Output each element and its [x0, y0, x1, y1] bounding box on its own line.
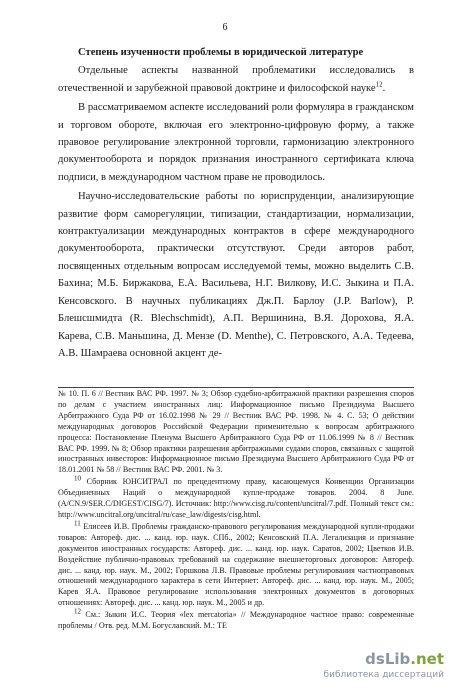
paragraph-1-tail: . [382, 82, 386, 94]
watermark-logo [365, 650, 444, 668]
footnote-12-text: См.: Зыкин И.С. Теория «lex mercatoria» // Международное частное право: современные проблемы / Отв. ред. М.М. Богуславский. М.: ТЕ [58, 610, 414, 631]
footnote-continuation: № 10. П. 6 // Вестник ВАС РФ. 1997. № 3; Обзор судебно-арбитражной практики разрешения споров по делам с участием иностранных лиц: Информационное письмо Президиума Высшего Арбитражного Суда РФ от 16.02.1998 № 29 // Вестник ВАС РФ. 1998. № 4. С. 53; О действии международных договоров Российской Федерации применительно к вопросам арбитражного процесса: Постановление Пленума Высшего Арбитражного Суда РФ от 11.06.1999 № 8 // Вестник ВАС РФ. 1999. № 8; Обзор практики разрешения арбитражными судами споров, связанных с защитой иностранных инвесторов: Информационное письмо Президиума Высшего Арбитражного Суда РФ от 18.01.2001 № 58 // Вестник ВАС РФ. 2001. № 3. [58, 389, 414, 475]
watermark-logo-tld: .net [410, 650, 444, 668]
main-text [58, 44, 414, 364]
paragraph-3: Научно-исследовательские работы по юриспруденции, анализирующие развитие форм саморегуляции, типизации, стандартизации, нормализации, контрактуализации международных контрактов в сфере международного документооборота, практически отсутствуют. Среди авторов работ, посвященных отдельным вопросам исследуемой темы, можно выделить С.В. Бахина; М.Б. Биржакова, Е.А. Васильева, Н.Г. Вилкову, И.С. Зыкина и П.А. Кенсовского. В научных публикациях Дж.П. Барлоу (J.P. Barlow), Р. Блешсшмидта (R. Blechschmidt), А.П. Вершинина, В.Я. Дорохова, Я.А. Карева, С.В. Маньшина, Д. Мензе (D. Menthe), С. Петровского, А.А. Тедеева, А.В. Шамраева основной акцент де- [58, 191, 414, 359]
page-number: 6 [222, 22, 228, 33]
footnote-10-text: Сборник ЮНСИТРАЛ по прецедентному праву, касающемуся Конвенции Организации Объединенных Наций о международной купле-продаже товаров. 2004. 8 June. (A/CN.9/SER.C/DIGEST/CISG/7). Источник: http://www.cisg.ru/content/uncitral/7.pdf. Полный текст см.: http://www.uncitral.org/uncitral/ru/case_law/digests/cisg.html. [58, 477, 415, 519]
footnote-12-number: 12 [74, 607, 81, 616]
watermark-logo-main: dsLib [365, 650, 411, 668]
paragraph-1-text: Отдельные аспекты названной проблематики исследовались в отечественной и зарубежной правовой доктрине и философской науке [58, 65, 414, 94]
footnote-10 [58, 474, 415, 521]
watermark [300, 650, 446, 684]
watermark-caption: библиотека диссертаций [323, 670, 444, 680]
footnote-separator [58, 387, 414, 388]
footnote-10-number: 10 [74, 474, 81, 483]
footnote-ref-12: 12 [375, 80, 383, 89]
section-heading: Степень изученности проблемы в юридической литературе [78, 47, 364, 58]
paragraph-2: В рассматриваемом аспекте исследований роли формуляра в гражданском и торговом обороте, включая его электронно-цифровую форму, а также правовое регулирование электронной торговли, гармонизацию электронного документооборота и порядок признания иностранного сертификата ключа подписи, в международном частном праве не проводилось. [58, 102, 414, 183]
paragraph-1 [58, 62, 414, 97]
footnote-11-text: Елисеев И.В. Проблемы гражданско-правового регулирования международной купли-продажи товаров: Автореф. дис. ... канд. юр. наук. СПб., 2002; Кенсовский П.А. Легализация и признание документов иностранных государств: Автореф. дис. ... канд. юр. наук. Саратов, 2002; Цветков И.В. Воздействие публично-правовых требований на содержание внешнеторговых договоров: Автореф. дис. ... канд. юр. наук. М., 2002; Горшкова Л.В. Правовые проблемы регулирования частноправовых отношений международного характера в сети Интернет: Автореф. дис. ... канд. юр. наук. М., 2005; Карев Я.А. Правовое регулирование использования электронных документов в договорных отношениях: Автореф. дис. ... канд. юр. наук. М., 2005 и др. [58, 521, 414, 608]
footnotes [58, 389, 414, 633]
footnote-11 [58, 519, 414, 609]
footnote-12 [58, 607, 414, 632]
footnote-11-number: 11 [74, 519, 81, 528]
